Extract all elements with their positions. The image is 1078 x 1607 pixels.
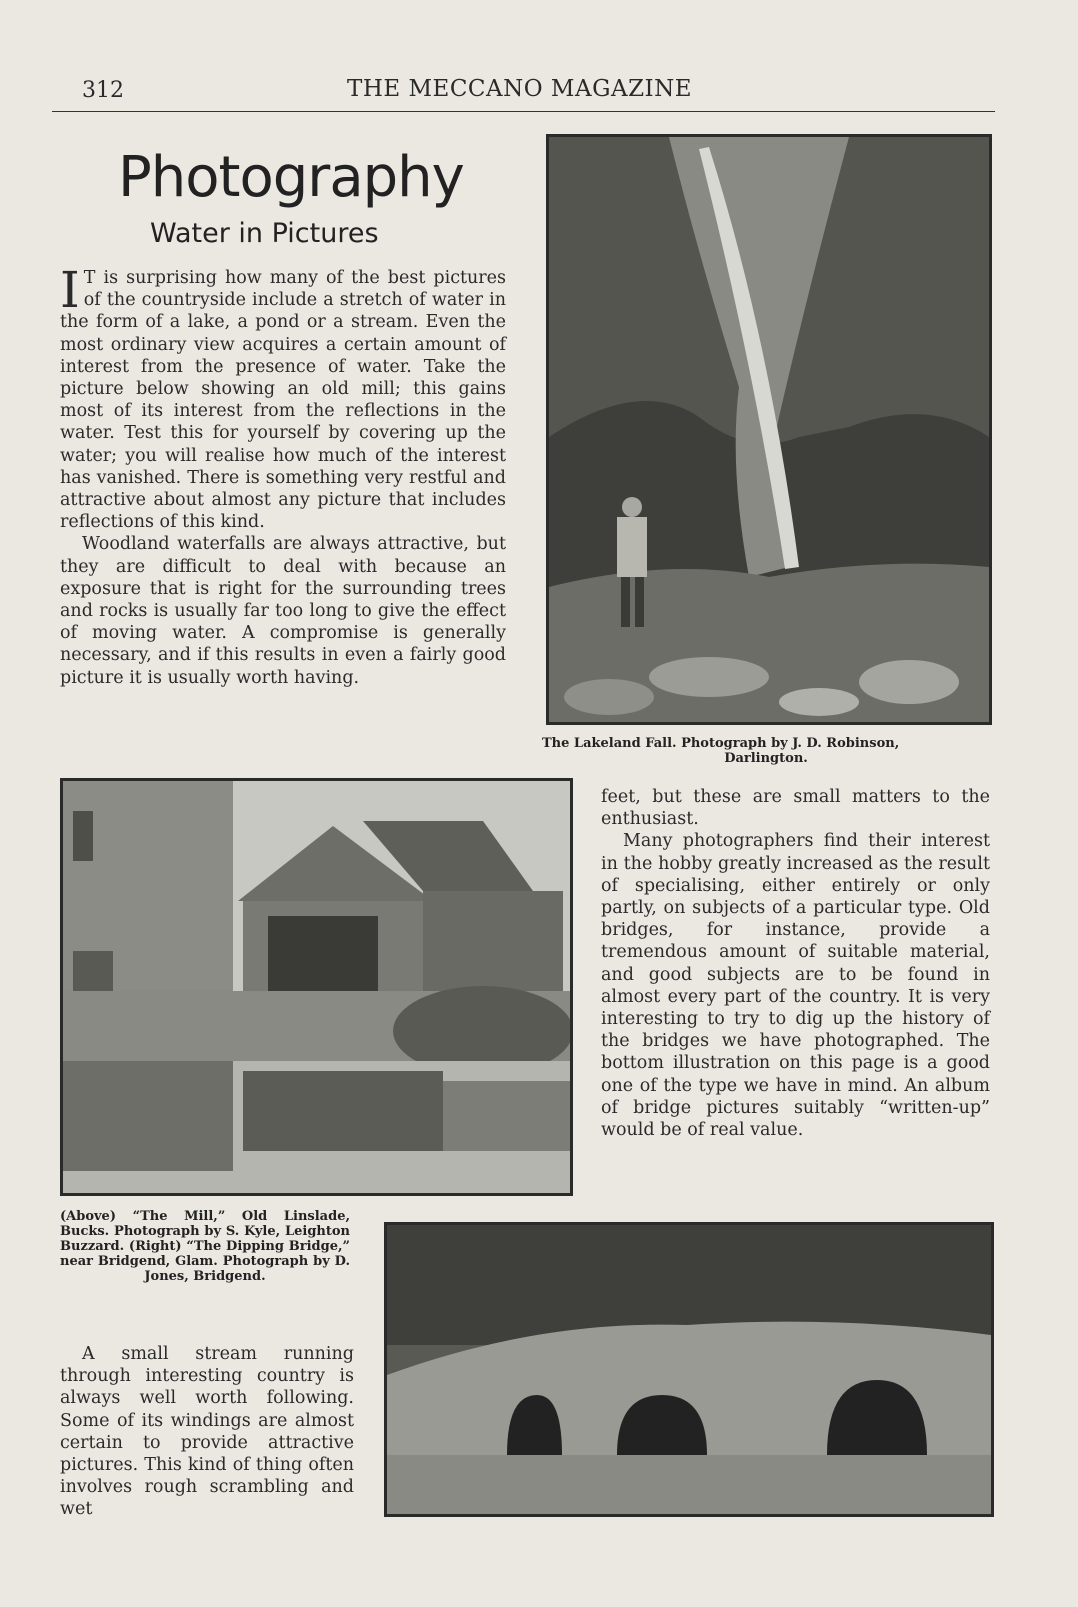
- lakeland-fall-photo: [546, 134, 992, 725]
- dipping-bridge-photo: [384, 1222, 994, 1517]
- article-subtitle: Water in Pictures: [150, 218, 379, 249]
- page-number: 312: [82, 78, 124, 103]
- intro-text: [60, 261, 506, 689]
- paragraph-1: T is surprising how many of the best pictures of the countryside include a stretch of water in the form of a lake, a pond or a stream. Even the most ordinary view acquires a certain amount of interest from the presence of water. Take the picture below showing an old mill; this gains most of its interest from the reflections in the water. Test this for yourself by covering up the water; you will realise how much of the interest has vanished. There is something very restful and attractive about almost any picture that includes reflections of this kind.: [60, 268, 506, 533]
- header-rule: [52, 111, 995, 112]
- lakeland-caption-line-2: Darlington.: [724, 751, 808, 766]
- lakeland-caption-line-1: The Lakeland Fall. Photograph by J. D. Robinson,: [542, 736, 900, 751]
- mill-bridge-caption: (Above) “The Mill,” Old Linslade, Bucks. Photograph by S. Kyle, Leighton Buzzard. (Right) “The Dipping Bridge,” near Bridgend, Glam. Photograph by D. Jones, Bridgend.: [60, 1209, 350, 1284]
- magazine-title: THE MECCANO MAGAZINE: [347, 76, 693, 102]
- lakeland-caption: [542, 736, 990, 766]
- paragraph-2: Woodland waterfalls are always attractive, but they are difficult to deal with because an exposure that is right for the surrounding trees and rocks is usually far too long to give the effect of moving water. A compromise is generally necessary, and if this results in even a fairly good picture it is usually worth having.: [60, 534, 506, 688]
- drop-cap: I: [60, 261, 80, 319]
- paragraph-5: A small stream running through interesting country is always well worth following. Some of its windings are almost certain to provide attractive pictures. This kind of thing often involves rough scrambling and wet: [60, 1344, 354, 1520]
- paragraph-4: Many photographers find their interest in the hobby greatly increased as the result of specialising, either entirely or only partly, on subjects of a particular type. Old bridges, for instance, provide a tremendous amount of suitable material, and good subjects are to be found in almost every part of the country. It is very interesting to try to dig up the history of the bridges we have photographed. The bottom illustration on this page is a good one of the type we have in mind. An album of bridge pictures suitably “written-up” would be of real value.: [601, 831, 990, 1141]
- paragraph-3: feet, but these are small matters to the enthusiast.: [601, 787, 990, 830]
- mill-photo: [60, 778, 573, 1196]
- right-column-text: [601, 786, 990, 1141]
- article-title: Photography: [118, 145, 464, 210]
- bottom-left-text: [60, 1343, 354, 1521]
